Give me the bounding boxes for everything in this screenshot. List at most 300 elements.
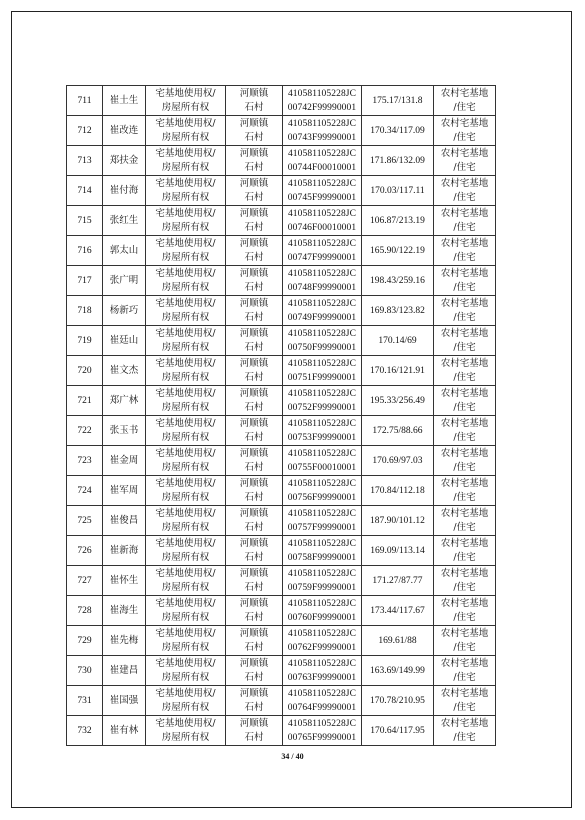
location-cell — [226, 446, 283, 476]
owner-name-cell — [103, 686, 146, 716]
location-line-1: 河顺镇 — [239, 717, 269, 729]
owner-name: 崔军周 — [109, 484, 139, 496]
right-type-cell — [146, 626, 226, 656]
table-row — [67, 476, 496, 506]
area-value: 170.84/112.18 — [370, 485, 425, 496]
owner-name: 崔土生 — [109, 94, 139, 106]
record-number: 714 — [77, 185, 92, 196]
table-row — [67, 506, 496, 536]
unit-code-line-2: 00759F99990001 — [287, 582, 357, 593]
unit-code-line-1: 410581105228JC — [287, 718, 357, 729]
area-value: 169.83/123.82 — [370, 305, 425, 316]
right-type-line-2: 房屋所有权 — [161, 731, 210, 743]
area-value-cell — [362, 146, 434, 176]
location-line-2: 石村 — [244, 371, 264, 383]
record-number-cell — [67, 356, 103, 386]
usage-type-line-2: /住宅 — [453, 161, 476, 173]
owner-name-cell — [103, 146, 146, 176]
usage-type-line-1: 农村宅基地 — [440, 447, 489, 459]
area-value-cell — [362, 446, 434, 476]
location-line-2: 石村 — [244, 521, 264, 533]
owner-name: 崔改连 — [109, 124, 139, 136]
location-cell — [226, 476, 283, 506]
right-type-cell — [146, 206, 226, 236]
unit-code-cell — [283, 326, 362, 356]
owner-name: 崔有林 — [109, 724, 139, 736]
usage-type-cell — [434, 146, 496, 176]
record-number: 722 — [77, 425, 92, 436]
owner-name-cell — [103, 206, 146, 236]
owner-name-cell — [103, 356, 146, 386]
usage-type-line-2: /住宅 — [453, 221, 476, 233]
location-line-2: 石村 — [244, 461, 264, 473]
record-number-cell — [67, 116, 103, 146]
usage-type-line-2: /住宅 — [453, 131, 476, 143]
area-value: 170.34/117.09 — [370, 125, 425, 136]
record-number-cell — [67, 626, 103, 656]
records-table — [66, 85, 496, 746]
location-cell — [226, 116, 283, 146]
right-type-cell — [146, 386, 226, 416]
page-number: 34 / 40 — [281, 752, 304, 761]
owner-name: 崔付海 — [109, 184, 139, 196]
record-number: 715 — [77, 215, 92, 226]
record-number: 728 — [77, 605, 92, 616]
area-value-cell — [362, 356, 434, 386]
area-value: 169.61/88 — [378, 635, 417, 646]
right-type-line-1: 宅基地使用权/ — [155, 477, 216, 489]
right-type-line-2: 房屋所有权 — [161, 311, 210, 323]
unit-code-cell — [283, 566, 362, 596]
location-cell — [226, 146, 283, 176]
area-value: 170.64/117.95 — [370, 725, 425, 736]
location-line-1: 河顺镇 — [239, 87, 269, 99]
right-type-line-2: 房屋所有权 — [161, 401, 210, 413]
right-type-line-2: 房屋所有权 — [161, 461, 210, 473]
record-number-cell — [67, 176, 103, 206]
unit-code-line-1: 410581105228JC — [287, 268, 357, 279]
area-value-cell — [362, 236, 434, 266]
owner-name: 崔怀生 — [109, 574, 139, 586]
unit-code-line-1: 410581105228JC — [287, 178, 357, 189]
right-type-line-1: 宅基地使用权/ — [155, 717, 216, 729]
table-row — [67, 596, 496, 626]
location-cell — [226, 506, 283, 536]
unit-code-line-2: 00765F99990001 — [287, 732, 357, 743]
usage-type-line-1: 农村宅基地 — [440, 477, 489, 489]
usage-type-line-2: /住宅 — [453, 461, 476, 473]
right-type-cell — [146, 656, 226, 686]
unit-code-line-1: 410581105228JC — [287, 448, 357, 459]
owner-name-cell — [103, 296, 146, 326]
unit-code-line-1: 410581105228JC — [287, 298, 357, 309]
location-line-2: 石村 — [244, 551, 264, 563]
location-cell — [226, 236, 283, 266]
location-cell — [226, 716, 283, 746]
area-value: 195.33/256.49 — [370, 395, 425, 406]
right-type-line-2: 房屋所有权 — [161, 281, 210, 293]
unit-code-cell — [283, 236, 362, 266]
right-type-line-1: 宅基地使用权/ — [155, 657, 216, 669]
unit-code-line-2: 00749F99990001 — [287, 312, 357, 323]
usage-type-line-1: 农村宅基地 — [440, 357, 489, 369]
usage-type-line-1: 农村宅基地 — [440, 267, 489, 279]
owner-name-cell — [103, 446, 146, 476]
unit-code-line-2: 00764F99990001 — [287, 702, 357, 713]
area-value: 163.69/149.99 — [370, 665, 425, 676]
right-type-cell — [146, 236, 226, 266]
location-line-1: 河顺镇 — [239, 237, 269, 249]
unit-code-line-2: 00750F99990001 — [287, 342, 357, 353]
record-number-cell — [67, 266, 103, 296]
area-value: 171.27/87.77 — [372, 575, 423, 586]
table-row — [67, 566, 496, 596]
usage-type-cell — [434, 326, 496, 356]
table-row — [67, 536, 496, 566]
owner-name-cell — [103, 566, 146, 596]
record-number-cell — [67, 446, 103, 476]
usage-type-cell — [434, 236, 496, 266]
owner-name-cell — [103, 626, 146, 656]
location-cell — [226, 206, 283, 236]
table-row — [67, 206, 496, 236]
record-number: 720 — [77, 365, 92, 376]
area-value-cell — [362, 296, 434, 326]
unit-code-line-2: 00756F99990001 — [287, 492, 357, 503]
record-number: 732 — [77, 725, 92, 736]
table-row — [67, 296, 496, 326]
location-line-2: 石村 — [244, 131, 264, 143]
record-number: 719 — [77, 335, 92, 346]
owner-name: 郭太山 — [109, 244, 139, 256]
unit-code-line-1: 410581105228JC — [287, 628, 357, 639]
right-type-cell — [146, 296, 226, 326]
owner-name-cell — [103, 416, 146, 446]
record-number-cell — [67, 716, 103, 746]
right-type-line-2: 房屋所有权 — [161, 371, 210, 383]
location-line-2: 石村 — [244, 731, 264, 743]
usage-type-line-1: 农村宅基地 — [440, 297, 489, 309]
location-line-1: 河顺镇 — [239, 147, 269, 159]
unit-code-cell — [283, 626, 362, 656]
location-line-1: 河顺镇 — [239, 537, 269, 549]
location-cell — [226, 416, 283, 446]
unit-code-cell — [283, 716, 362, 746]
area-value-cell — [362, 326, 434, 356]
record-number: 731 — [77, 695, 92, 706]
unit-code-cell — [283, 176, 362, 206]
right-type-cell — [146, 356, 226, 386]
right-type-line-1: 宅基地使用权/ — [155, 597, 216, 609]
usage-type-line-1: 农村宅基地 — [440, 657, 489, 669]
owner-name: 崔俊昌 — [109, 514, 139, 526]
unit-code-line-1: 410581105228JC — [287, 688, 357, 699]
right-type-cell — [146, 476, 226, 506]
record-number-cell — [67, 326, 103, 356]
right-type-cell — [146, 536, 226, 566]
area-value-cell — [362, 386, 434, 416]
unit-code-cell — [283, 86, 362, 116]
location-cell — [226, 536, 283, 566]
right-type-line-2: 房屋所有权 — [161, 611, 210, 623]
usage-type-cell — [434, 626, 496, 656]
usage-type-cell — [434, 536, 496, 566]
record-number-cell — [67, 566, 103, 596]
right-type-cell — [146, 566, 226, 596]
right-type-line-2: 房屋所有权 — [161, 431, 210, 443]
usage-type-line-2: /住宅 — [453, 191, 476, 203]
area-value-cell — [362, 176, 434, 206]
unit-code-cell — [283, 116, 362, 146]
unit-code-line-1: 410581105228JC — [287, 478, 357, 489]
usage-type-line-1: 农村宅基地 — [440, 327, 489, 339]
record-number: 718 — [77, 305, 92, 316]
usage-type-cell — [434, 296, 496, 326]
owner-name-cell — [103, 86, 146, 116]
owner-name: 崔新海 — [109, 544, 139, 556]
table-row — [67, 656, 496, 686]
area-value: 187.90/101.12 — [370, 515, 425, 526]
usage-type-line-2: /住宅 — [453, 491, 476, 503]
right-type-line-1: 宅基地使用权/ — [155, 87, 216, 99]
right-type-line-1: 宅基地使用权/ — [155, 297, 216, 309]
area-value: 165.90/122.19 — [370, 245, 425, 256]
owner-name: 崔文杰 — [109, 364, 139, 376]
unit-code-cell — [283, 206, 362, 236]
table-row — [67, 326, 496, 356]
right-type-line-2: 房屋所有权 — [161, 251, 210, 263]
area-value: 175.17/131.8 — [372, 95, 423, 106]
usage-type-line-1: 农村宅基地 — [440, 687, 489, 699]
right-type-cell — [146, 686, 226, 716]
area-value-cell — [362, 656, 434, 686]
area-value-cell — [362, 686, 434, 716]
usage-type-line-1: 农村宅基地 — [440, 717, 489, 729]
right-type-line-1: 宅基地使用权/ — [155, 177, 216, 189]
location-line-1: 河顺镇 — [239, 567, 269, 579]
table-row — [67, 446, 496, 476]
unit-code-cell — [283, 686, 362, 716]
usage-type-cell — [434, 206, 496, 236]
usage-type-cell — [434, 716, 496, 746]
usage-type-line-2: /住宅 — [453, 281, 476, 293]
unit-code-line-2: 00760F99990001 — [287, 612, 357, 623]
right-type-line-2: 房屋所有权 — [161, 581, 210, 593]
area-value-cell — [362, 116, 434, 146]
owner-name-cell — [103, 596, 146, 626]
right-type-line-2: 房屋所有权 — [161, 671, 210, 683]
usage-type-line-2: /住宅 — [453, 311, 476, 323]
usage-type-cell — [434, 116, 496, 146]
right-type-cell — [146, 716, 226, 746]
location-line-2: 石村 — [244, 221, 264, 233]
table-row — [67, 716, 496, 746]
owner-name-cell — [103, 656, 146, 686]
unit-code-cell — [283, 476, 362, 506]
usage-type-cell — [434, 596, 496, 626]
usage-type-line-2: /住宅 — [453, 701, 476, 713]
right-type-line-1: 宅基地使用权/ — [155, 117, 216, 129]
usage-type-line-1: 农村宅基地 — [440, 177, 489, 189]
record-number-cell — [67, 476, 103, 506]
record-number-cell — [67, 506, 103, 536]
owner-name: 崔国强 — [109, 694, 139, 706]
location-line-2: 石村 — [244, 101, 264, 113]
location-line-2: 石村 — [244, 251, 264, 263]
usage-type-cell — [434, 386, 496, 416]
location-line-2: 石村 — [244, 311, 264, 323]
records-body — [67, 86, 496, 746]
unit-code-line-1: 410581105228JC — [287, 598, 357, 609]
location-cell — [226, 326, 283, 356]
location-line-2: 石村 — [244, 281, 264, 293]
right-type-cell — [146, 506, 226, 536]
location-line-1: 河顺镇 — [239, 447, 269, 459]
location-line-2: 石村 — [244, 341, 264, 353]
right-type-line-2: 房屋所有权 — [161, 131, 210, 143]
usage-type-line-1: 农村宅基地 — [440, 147, 489, 159]
right-type-line-1: 宅基地使用权/ — [155, 687, 216, 699]
area-value-cell — [362, 506, 434, 536]
usage-type-line-1: 农村宅基地 — [440, 597, 489, 609]
usage-type-line-1: 农村宅基地 — [440, 207, 489, 219]
unit-code-cell — [283, 296, 362, 326]
usage-type-line-2: /住宅 — [453, 731, 476, 743]
usage-type-cell — [434, 176, 496, 206]
usage-type-line-2: /住宅 — [453, 581, 476, 593]
record-number-cell — [67, 296, 103, 326]
usage-type-line-2: /住宅 — [453, 671, 476, 683]
location-line-1: 河顺镇 — [239, 477, 269, 489]
location-line-2: 石村 — [244, 191, 264, 203]
owner-name: 张红生 — [109, 214, 139, 226]
location-cell — [226, 656, 283, 686]
owner-name: 郑扶金 — [109, 154, 139, 166]
location-cell — [226, 386, 283, 416]
record-number: 729 — [77, 635, 92, 646]
table-row — [67, 86, 496, 116]
unit-code-line-2: 00763F99990001 — [287, 672, 357, 683]
usage-type-line-1: 农村宅基地 — [440, 537, 489, 549]
usage-type-cell — [434, 86, 496, 116]
location-cell — [226, 86, 283, 116]
location-line-2: 石村 — [244, 491, 264, 503]
right-type-line-1: 宅基地使用权/ — [155, 387, 216, 399]
unit-code-line-2: 00745F99990001 — [287, 192, 357, 203]
owner-name: 杨新巧 — [109, 304, 139, 316]
usage-type-line-1: 农村宅基地 — [440, 87, 489, 99]
area-value: 169.09/113.14 — [370, 545, 425, 556]
unit-code-line-2: 00742F99990001 — [287, 102, 357, 113]
right-type-line-2: 房屋所有权 — [161, 221, 210, 233]
location-line-1: 河顺镇 — [239, 207, 269, 219]
usage-type-line-1: 农村宅基地 — [440, 627, 489, 639]
table-row — [67, 416, 496, 446]
area-value-cell — [362, 596, 434, 626]
unit-code-line-2: 00758F99990001 — [287, 552, 357, 563]
right-type-line-2: 房屋所有权 — [161, 521, 210, 533]
usage-type-line-2: /住宅 — [453, 101, 476, 113]
unit-code-line-2: 00748F99990001 — [287, 282, 357, 293]
unit-code-cell — [283, 356, 362, 386]
right-type-line-1: 宅基地使用权/ — [155, 267, 216, 279]
right-type-line-2: 房屋所有权 — [161, 551, 210, 563]
area-value-cell — [362, 266, 434, 296]
usage-type-line-2: /住宅 — [453, 521, 476, 533]
unit-code-cell — [283, 506, 362, 536]
location-cell — [226, 296, 283, 326]
record-number: 717 — [77, 275, 92, 286]
usage-type-line-1: 农村宅基地 — [440, 507, 489, 519]
unit-code-line-2: 00747F99990001 — [287, 252, 357, 263]
record-number: 723 — [77, 455, 92, 466]
area-value-cell — [362, 566, 434, 596]
location-line-2: 石村 — [244, 581, 264, 593]
owner-name: 崔金周 — [109, 454, 139, 466]
unit-code-line-2: 00746F00010001 — [287, 222, 357, 233]
area-value: 170.78/210.95 — [370, 695, 425, 706]
owner-name-cell — [103, 506, 146, 536]
area-value-cell — [362, 476, 434, 506]
area-value-cell — [362, 416, 434, 446]
location-line-1: 河顺镇 — [239, 507, 269, 519]
area-value: 106.87/213.19 — [370, 215, 425, 226]
table-row — [67, 386, 496, 416]
location-line-1: 河顺镇 — [239, 177, 269, 189]
area-value-cell — [362, 206, 434, 236]
usage-type-line-2: /住宅 — [453, 341, 476, 353]
right-type-line-1: 宅基地使用权/ — [155, 237, 216, 249]
owner-name: 崔先梅 — [109, 634, 139, 646]
location-line-1: 河顺镇 — [239, 417, 269, 429]
location-line-1: 河顺镇 — [239, 687, 269, 699]
table-row — [67, 686, 496, 716]
record-number: 716 — [77, 245, 92, 256]
unit-code-line-1: 410581105228JC — [287, 118, 357, 129]
usage-type-cell — [434, 446, 496, 476]
table-row — [67, 146, 496, 176]
area-value-cell — [362, 626, 434, 656]
table-row — [67, 266, 496, 296]
right-type-line-2: 房屋所有权 — [161, 101, 210, 113]
location-line-1: 河顺镇 — [239, 267, 269, 279]
location-line-1: 河顺镇 — [239, 627, 269, 639]
table-row — [67, 176, 496, 206]
right-type-cell — [146, 86, 226, 116]
usage-type-line-2: /住宅 — [453, 371, 476, 383]
unit-code-line-1: 410581105228JC — [287, 658, 357, 669]
right-type-line-2: 房屋所有权 — [161, 701, 210, 713]
right-type-cell — [146, 596, 226, 626]
unit-code-line-2: 00751F99990001 — [287, 372, 357, 383]
table-row — [67, 626, 496, 656]
area-value: 171.86/132.09 — [370, 155, 425, 166]
location-line-1: 河顺镇 — [239, 327, 269, 339]
owner-name-cell — [103, 536, 146, 566]
record-number-cell — [67, 416, 103, 446]
right-type-line-2: 房屋所有权 — [161, 491, 210, 503]
owner-name-cell — [103, 236, 146, 266]
usage-type-line-1: 农村宅基地 — [440, 117, 489, 129]
owner-name-cell — [103, 116, 146, 146]
owner-name: 崔廷山 — [109, 334, 139, 346]
usage-type-line-2: /住宅 — [453, 611, 476, 623]
right-type-line-1: 宅基地使用权/ — [155, 537, 216, 549]
right-type-line-2: 房屋所有权 — [161, 191, 210, 203]
unit-code-line-1: 410581105228JC — [287, 148, 357, 159]
unit-code-line-2: 00757F99990001 — [287, 522, 357, 533]
owner-name-cell — [103, 716, 146, 746]
